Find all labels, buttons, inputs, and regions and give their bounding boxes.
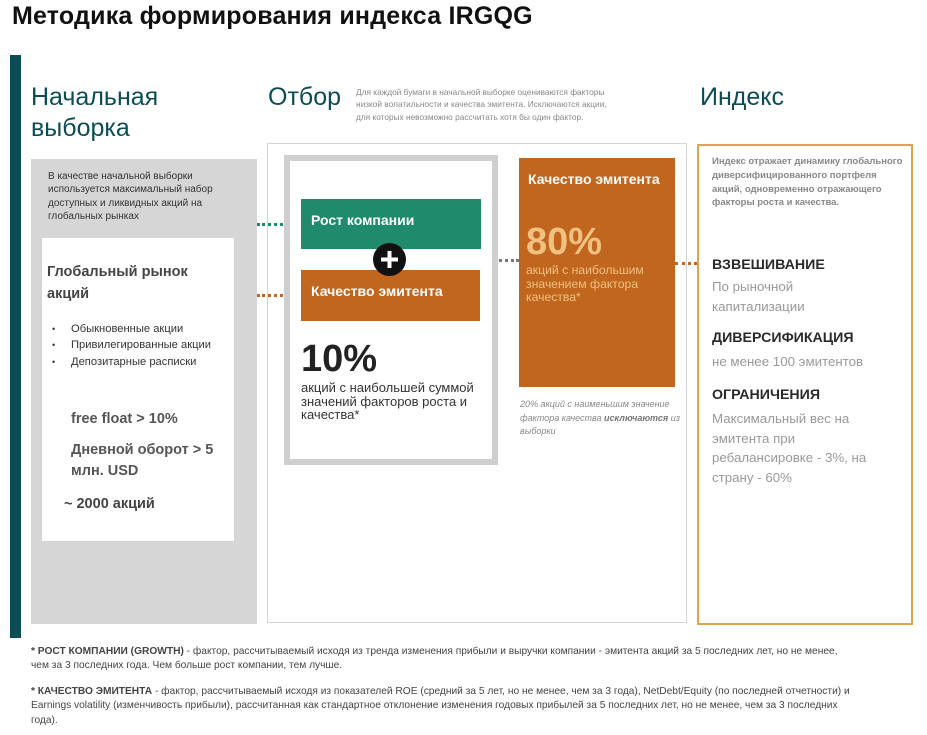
initial-sample-description: В качестве начальной выборки используется максимальный набор доступных и ликвидных акций на глобальных рынках (48, 171, 213, 222)
column-title-index: Индекс (700, 83, 784, 111)
column-title-selection: Отбор (268, 83, 342, 111)
diversification-value: не менее 100 эмитентов (712, 354, 864, 369)
list-item: • Обыкновенные акции (50, 321, 230, 337)
limits-heading: ОГРАНИЧЕНИЯ (712, 387, 821, 403)
column-title-initial: Начальная выборка (31, 83, 159, 142)
footnote-quality: * КАЧЕСТВО ЭМИТЕНТА - фактор, рассчитываемый исходя из показателей ROE (средний за 5 лет, но не менее, чем за 3 года), NetDebt/Equity (по последней отчетности) и Earnings volatility (изменчивость прибыли), рассчитанная как стандартное отклонение изменения годовых прибылей за 5 последних лет, но не менее, чем за 3 последних года). (31, 686, 850, 726)
weighting-heading: ВЗВЕШИВАНИЕ (712, 257, 825, 273)
growth-factor-label: Рост компании (301, 199, 481, 249)
limits-value: Максимальный вес на эмитента при ребалансировке - 3%, на страну - 60% (712, 411, 867, 485)
accent-bar (10, 55, 21, 638)
top-10-percent-description: акций с наибольшей суммой значений факторов роста и качества* (301, 380, 474, 422)
top-80-percent-value: 80% (526, 221, 603, 263)
quality-factor-label: Качество эмитента (301, 270, 480, 321)
turnover-criterion: Дневной оборот > 5 млн. USD (71, 442, 214, 479)
index-description: Индекс отражает динамику глобального диверсифицированного портфеля акций, одновременно отражающего факторы роста и качества. (712, 156, 903, 209)
page-title: Методика формирования индекса IRGQG (12, 2, 533, 30)
top-10-percent-value: 10% (301, 338, 378, 380)
exclusion-note: 20% акций с наименьшим значение фактора качества исключаются из выборки (520, 399, 680, 436)
selection-note: Для каждой бумаги в начальной выборке оцениваются факторы низкой волатильности и качества эмитента. Исключаются акции, для которых невозможно рассчитать хотя бы один фактор. (356, 87, 607, 122)
footnote-growth: * РОСТ КОМПАНИИ (GROWTH) - фактор, рассчитываемый исходя из тренда изменения прибыли и выручки компании - эмитента акций за 5 последних лет, но не менее, чем за 3 последних года. Чем больше рост компании, тем лучше. (31, 646, 838, 672)
quality-filter-title: Качество эмитента (528, 171, 660, 187)
global-market-title: Глобальный рынок акций (47, 264, 188, 302)
market-instrument-list (50, 321, 230, 370)
index-panel (697, 144, 913, 625)
weighting-value: По рыночной капитализации (712, 279, 805, 314)
list-item: • Привилегированные акции (50, 337, 230, 353)
plus-circle-icon (373, 243, 406, 276)
free-float-criterion: free float > 10% (71, 411, 178, 427)
list-item: • Депозитарные расписки (50, 354, 230, 370)
stock-count: ~ 2000 акций (64, 496, 155, 512)
top-80-percent-description: акций с наибольшим значением фактора качества* (526, 263, 644, 304)
diversification-heading: ДИВЕРСИФИКАЦИЯ (712, 330, 854, 346)
